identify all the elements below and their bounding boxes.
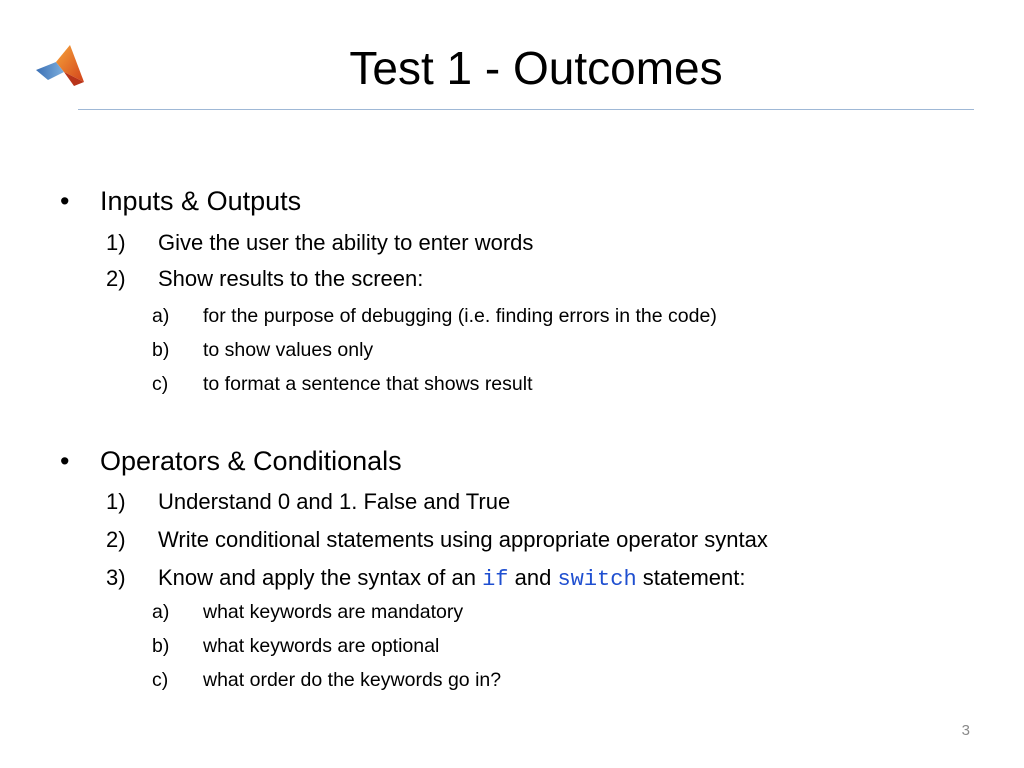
item-letter: a) bbox=[152, 601, 170, 623]
sub-list-item bbox=[152, 302, 717, 330]
bullet-point: • bbox=[60, 446, 70, 476]
code-keyword-if: if bbox=[482, 567, 509, 592]
item-letter: a) bbox=[152, 305, 170, 327]
item-number: 1) bbox=[106, 489, 126, 514]
sub-list-item bbox=[152, 666, 501, 694]
item-number: 2) bbox=[106, 527, 126, 552]
sub-list-item bbox=[152, 336, 373, 364]
item-text: what keywords are mandatory bbox=[203, 601, 464, 623]
list-item bbox=[106, 264, 423, 294]
sub-list-item bbox=[152, 370, 533, 398]
section-heading-operators-conditionals bbox=[60, 444, 402, 478]
list-item bbox=[106, 525, 768, 555]
title-divider bbox=[78, 109, 974, 110]
list-item bbox=[106, 563, 746, 595]
item-text: Give the user the ability to enter words bbox=[158, 230, 534, 255]
item-letter: b) bbox=[152, 339, 170, 361]
bullet-point: • bbox=[60, 186, 70, 216]
heading-text: Operators & Conditionals bbox=[100, 446, 402, 476]
item-text: what keywords are optional bbox=[203, 635, 440, 657]
sub-list-item bbox=[152, 632, 439, 660]
matlab-logo-icon bbox=[34, 42, 86, 90]
sub-list-item bbox=[152, 598, 463, 626]
item-letter: c) bbox=[152, 373, 169, 395]
item-number: 3) bbox=[106, 565, 126, 590]
code-keyword-switch: switch bbox=[557, 567, 637, 592]
item-letter: b) bbox=[152, 635, 170, 657]
heading-text: Inputs & Outputs bbox=[100, 186, 302, 216]
slide-title: Test 1 - Outcomes bbox=[349, 42, 723, 94]
item-text-part: statement: bbox=[636, 565, 746, 590]
section-heading-inputs-outputs bbox=[60, 184, 301, 218]
item-letter: c) bbox=[152, 669, 169, 691]
list-item bbox=[106, 487, 510, 517]
item-number: 1) bbox=[106, 230, 126, 255]
item-text: to show values only bbox=[203, 339, 374, 361]
item-text: Write conditional statements using appropriate operator syntax bbox=[158, 527, 768, 552]
item-text: Understand 0 and 1. False and True bbox=[158, 489, 511, 514]
item-text-part: and bbox=[508, 565, 558, 590]
item-text: what order do the keywords go in? bbox=[203, 669, 502, 691]
item-text: to format a sentence that shows result bbox=[203, 373, 533, 395]
page-number: 3 bbox=[961, 722, 970, 739]
list-item bbox=[106, 228, 533, 258]
item-text: Show results to the screen: bbox=[158, 266, 424, 291]
item-text-part: Know and apply the syntax of an bbox=[158, 565, 483, 590]
item-text: for the purpose of debugging (i.e. finding errors in the code) bbox=[203, 305, 717, 327]
item-number: 2) bbox=[106, 266, 126, 291]
